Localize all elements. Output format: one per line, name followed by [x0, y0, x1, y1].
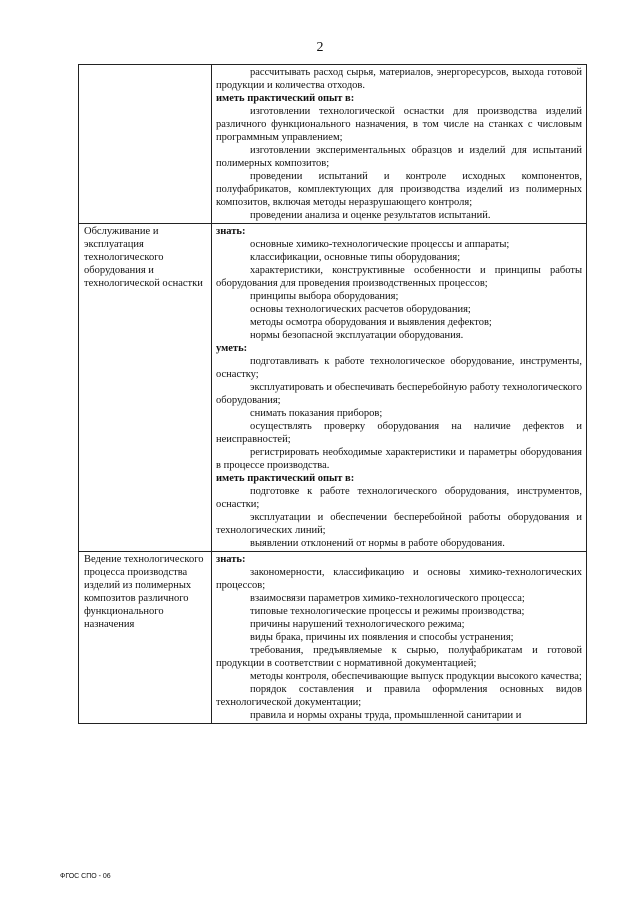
requirement-item: проведении испытаний и контроле исходных компонентов, полуфабрикатов, комплектующих для производства изделий из полимерных композитов, включая методы неразрушающего контроля;	[216, 171, 582, 208]
section-heading: иметь практический опыт в:	[216, 93, 355, 104]
requirements-cell	[212, 224, 587, 552]
table-row	[79, 224, 587, 552]
requirement-item: характеристики, конструктивные особенности и принципы работы оборудования для проведения производственных процессов;	[216, 265, 582, 289]
requirement-item: изготовлении технологической оснастки для производства изделий различного функционального назначения, в том числе на станках с числовым программным управлением;	[216, 106, 582, 143]
requirement-item: типовые технологические процессы и режимы производства;	[250, 606, 525, 617]
requirement-item: снимать показания приборов;	[250, 408, 383, 419]
footer-doc-code: ФГОС СПО - 06	[60, 873, 111, 880]
requirement-item: виды брака, причины их появления и способы устранения;	[250, 632, 514, 643]
section-heading: знать:	[216, 226, 246, 237]
requirement-item: взаимосвязи параметров химико-технологического процесса;	[250, 593, 525, 604]
table-row	[79, 552, 587, 724]
requirement-item: принципы выбора оборудования;	[250, 291, 399, 302]
requirement-item: закономерности, классификацию и основы химико-технологических процессов;	[216, 567, 582, 591]
requirement-item: порядок составления и правила оформления основных видов технологической документации;	[216, 684, 582, 708]
requirement-item: правила и нормы охраны труда, промышленной санитарии и	[250, 710, 522, 721]
requirements-cell	[212, 552, 587, 724]
requirement-item: основные химико-технологические процессы и аппараты;	[250, 239, 510, 250]
requirement-item: подготавливать к работе технологическое оборудование, инструменты, оснастку;	[216, 356, 582, 380]
section-heading: знать:	[216, 554, 246, 565]
requirement-item: подготовке к работе технологического оборудования, инструментов, оснастки;	[216, 486, 582, 510]
requirement-item: методы осмотра оборудования и выявления дефектов;	[250, 317, 492, 328]
requirement-item: основы технологических расчетов оборудования;	[250, 304, 471, 315]
competence-table	[78, 64, 587, 724]
requirements-cell	[212, 65, 587, 224]
table-row	[79, 65, 587, 224]
requirement-item: изготовлении экспериментальных образцов и изделий для испытаний полимерных композитов;	[216, 145, 582, 169]
competence-label: Обслуживание и эксплуатация технологического оборудования и технологической оснастки	[84, 226, 203, 289]
section-heading: уметь:	[216, 343, 248, 354]
requirement-item: методы контроля, обеспечивающие выпуск продукции высокого качества;	[250, 671, 582, 682]
requirement-item: классификации, основные типы оборудования;	[250, 252, 461, 263]
requirement-item: причины нарушений технологического режима;	[250, 619, 465, 630]
requirement-item: регистрировать необходимые характеристики и параметры оборудования в процессе производства.	[216, 447, 582, 471]
competence-label: Ведение технологического процесса производства изделий из полимерных композитов различного функционального назначения	[84, 554, 204, 630]
section-heading: иметь практический опыт в:	[216, 473, 355, 484]
competence-cell	[79, 224, 212, 552]
requirement-item: эксплуатировать и обеспечивать бесперебойную работу технологического оборудования;	[216, 382, 582, 406]
page-number: 2	[316, 40, 324, 55]
requirement-item: рассчитывать расход сырья, материалов, энергоресурсов, выхода готовой продукции и количества отходов.	[216, 67, 582, 91]
requirement-item: требования, предъявляемые к сырью, полуфабрикатам и готовой продукции в соответствии с нормативной документацией;	[216, 645, 582, 669]
requirement-item: проведении анализа и оценке результатов испытаний.	[250, 210, 491, 221]
competence-cell	[79, 65, 212, 224]
requirement-item: выявлении отклонений от нормы в работе оборудования.	[250, 538, 505, 549]
competence-cell	[79, 552, 212, 724]
requirement-item: нормы безопасной эксплуатации оборудования.	[250, 330, 464, 341]
requirement-item: эксплуатации и обеспечении бесперебойной работы оборудования и технологических линий;	[216, 512, 582, 536]
requirement-item: осуществлять проверку оборудования на наличие дефектов и неисправностей;	[216, 421, 582, 445]
